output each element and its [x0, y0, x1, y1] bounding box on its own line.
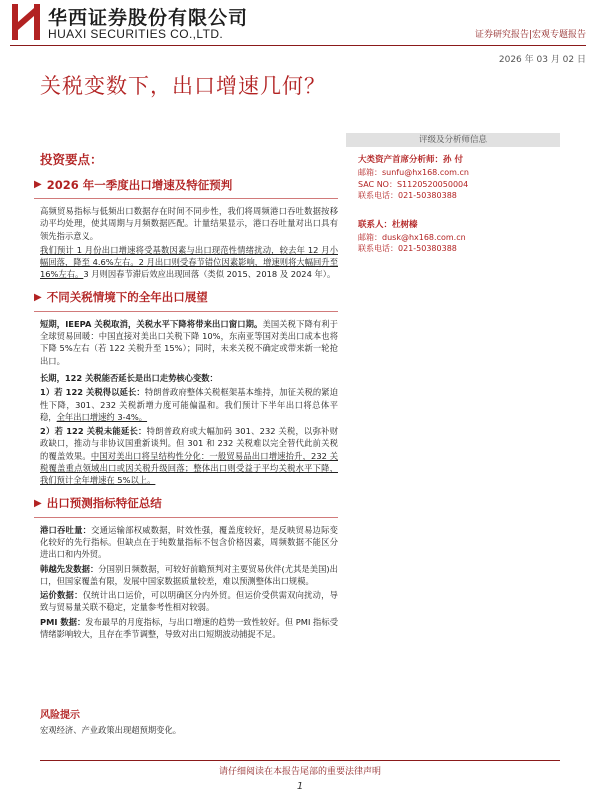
paragraph [40, 589, 338, 614]
paragraph: 高频贸易指标与低频出口数据存在时间不同步性，我们将周频港口吞吐数据按移动平均处理，使其周期与月频数据匹配。计量结果显示，港口吞吐量对出口具有领先指示意义。 [40, 206, 338, 241]
paragraph [40, 318, 338, 367]
section-divider [34, 198, 338, 199]
text: 特朗普政府整体关税框架基本维持，加征关税的紧迫性下降，301、232 关税新增力度可能偏温和。我们预计下半年出口将总体平稳， [40, 387, 338, 422]
sac-number: S1120520050004 [396, 179, 469, 189]
text: 仅统计出口运价，可以明确区分内外贸。但运价受供需双向扰动，导致与贸易量关联不稳定，定量参考性相对较弱。 [40, 590, 338, 613]
phone-label: 联系电话： [358, 244, 398, 253]
analyst-info-box [346, 133, 560, 255]
bold-text: 短期，IEEPA 关税取消，关税水平下降将带来出口窗口期。 [40, 318, 263, 329]
page-number: 1 [296, 781, 304, 792]
bold-text: 港口吞吐量： [40, 524, 92, 535]
underlined-text: 我们预计 1 月份出口增速将受基数因素与出口现范性情绪扰动，较去年 12 月小幅回落，降至 4.6%左右。2 月出口则受春节错位因素影响，增速则将大幅回升至 16%左右。 [40, 244, 338, 280]
contact-phone: 021-50380388 [398, 244, 457, 253]
analyst-phone: 021-50380388 [398, 191, 457, 200]
company-name-cn: 华西证券股份有限公司 [48, 7, 249, 29]
contact-email[interactable]: dusk@hx168.com.cn [382, 232, 466, 242]
paragraph [40, 425, 338, 486]
bold-text: 韩越先发数据： [40, 563, 99, 574]
company-name-en: HUAXI SECURITIES CO.,LTD. [48, 27, 224, 41]
paragraph [40, 524, 338, 561]
paragraph [40, 563, 338, 588]
bold-text: 运价数据： [40, 590, 83, 601]
paragraph: 长期，122 关税能否延长是出口走势核心变数： [40, 372, 218, 383]
risk-title: 风险提示 [40, 710, 80, 721]
investment-highlights [34, 150, 338, 642]
section-heading-1 [34, 176, 338, 193]
section-heading-3-text: 出口预测指标特征总结 [46, 496, 162, 511]
text: 特朗普政府或大幅加码 301、232 关税，以弥补财政缺口，推动与非协议国重新谈判。但 301 和 232 关税难以完全替代此前关税的覆盖效果。 [40, 426, 338, 461]
report-date: 2026 年 03 月 02 日 [498, 55, 586, 65]
report-type-tag: 证券研究报告|宏观专题报告 [474, 30, 586, 40]
sac-label: SAC NO： [358, 179, 397, 189]
invest-title: 投资要点： [40, 152, 103, 167]
contact-name: 联系人：杜树榛 [358, 219, 418, 230]
footer-divider [40, 760, 560, 761]
paragraph [40, 244, 338, 281]
section-heading-2-text: 不同关税情境下的全年出口展望 [46, 290, 208, 305]
analyst-email[interactable]: sunfu@hx168.com.cn [382, 168, 469, 177]
section-heading-2 [34, 289, 338, 306]
text: 交通运输部权威数据，时效性强，覆盖度较好，是反映贸易边际变化较好的先行指标。但缺点在于纯数量指标不包含价格因素，周频数据不能区分进出口和内外贸。 [40, 524, 338, 560]
section-heading-3 [34, 495, 338, 512]
text: 分国别日频数据，可较好前瞻预判对主要贸易伙伴(尤其是美国)出口，但国家覆盖有限，发展中国家数据质量较差，难以预测整体出口规模。 [40, 563, 338, 586]
analyst-name: 大类资产首席分析师：孙 付 [358, 155, 463, 165]
bold-text: 2）若 122 关税未能延长： [40, 426, 147, 437]
underlined-text: 中国对美出口将呈结构性分化：一般贸易品出口增速抬升，232 关税覆盖重点领域出口或因关税升级回落；整体出口则受益于平均关税水平下降，我们预计全年增速在 5%以上。 [40, 450, 338, 486]
risk-section [40, 706, 340, 736]
phone-label: 联系电话： [358, 191, 398, 200]
text: 发布最早的月度指标，与出口增速的趋势一致性较好。但 PMI 指标受情绪影响较大，且存在季节调整，导致对出口短期波动捕捉不足。 [40, 616, 338, 640]
risk-text: 宏观经济、产业政策出现超预期变化。 [40, 725, 182, 735]
report-title: 关税变数下，出口增速几何？ [40, 74, 326, 98]
paragraph [40, 386, 338, 423]
bold-text: 1）若 122 关税得以延长： [40, 387, 145, 398]
triangle-right-icon: ▶ [34, 291, 42, 303]
email-label: 邮箱： [358, 232, 382, 242]
section-heading-1-text: 2026 年一季度出口增速及特征预判 [46, 177, 233, 192]
triangle-right-icon: ▶ [34, 179, 42, 190]
footer-disclaimer: 请仔细阅读在本报告尾部的重要法律声明 [218, 767, 381, 777]
text: 美国关税下降有利于全球贸易回暖：中国直接对美出口关税下降 10%，东南亚等国对美出口成本也将下降 5%左右（若 122 关税升至 15%）；同时，未来关税不确定或带来新一轮抢出口。 [40, 318, 338, 366]
paragraph [40, 616, 338, 641]
section-divider [34, 311, 338, 312]
text: 3 月则因春节滞后效应出现回落（类似 2015、2018 及 2024 年）。 [83, 269, 336, 280]
huaxi-logo-icon [10, 2, 42, 42]
bold-text: PMI 数据： [40, 616, 86, 627]
page-header [0, 0, 600, 48]
section-divider [34, 517, 338, 518]
analyst-box-title: 评级及分析师信息 [346, 133, 560, 147]
email-label: 邮箱： [358, 168, 382, 177]
underlined-text: 全年出口增速约 3-4%。 [56, 411, 148, 422]
triangle-right-icon: ▶ [34, 497, 42, 509]
header-divider [10, 45, 586, 46]
